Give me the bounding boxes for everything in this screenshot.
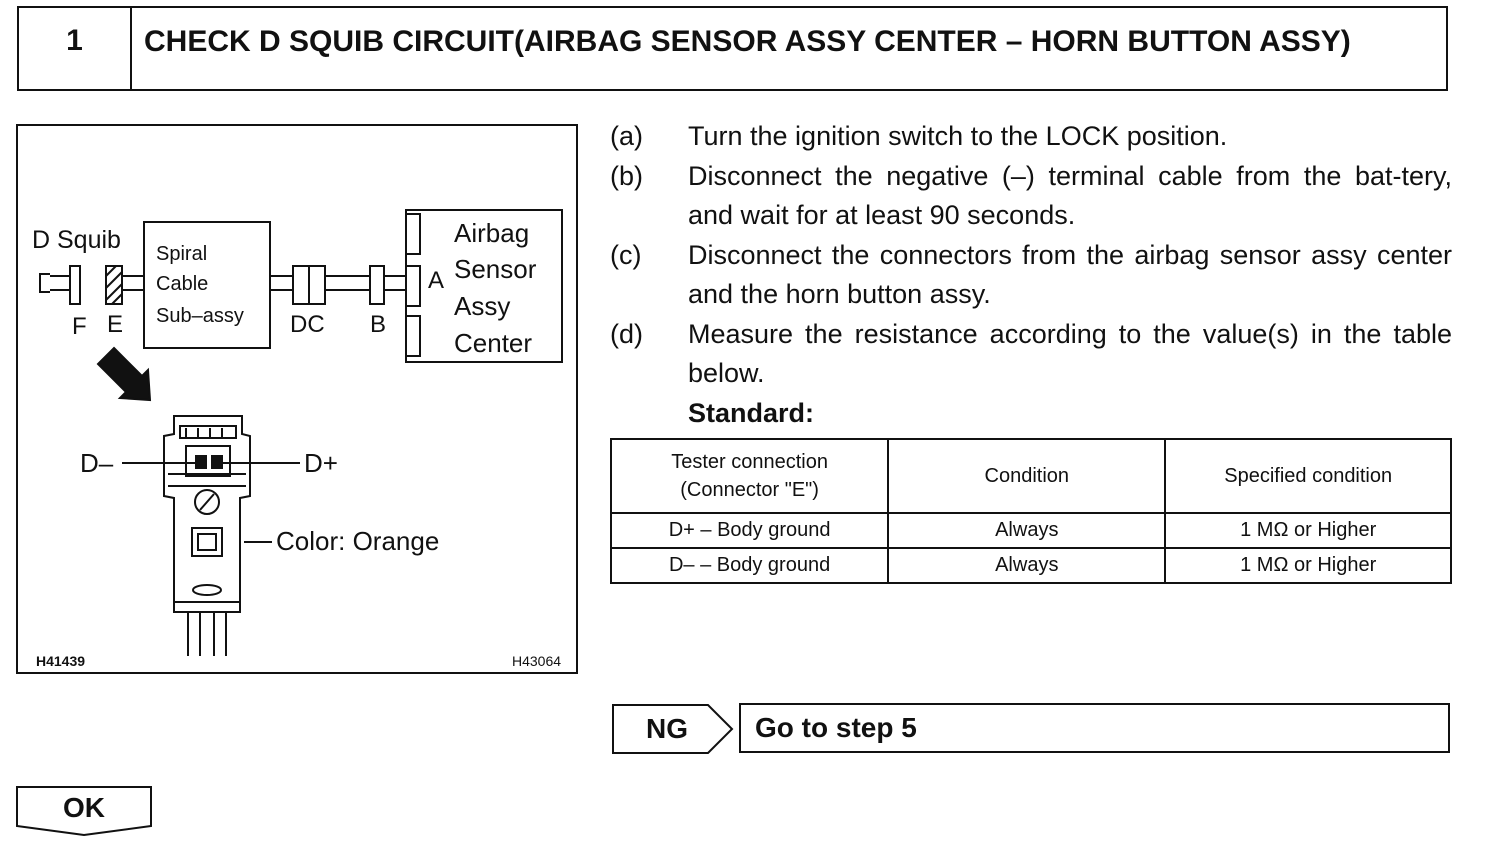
standard-label: Standard: bbox=[688, 397, 815, 428]
step-letter: (b) bbox=[610, 160, 643, 191]
spiral-line-2: Cable bbox=[156, 273, 209, 295]
label-e: E bbox=[107, 311, 124, 338]
connector-closeup bbox=[164, 416, 250, 656]
airbag-line-2: Sensor bbox=[454, 254, 537, 284]
d-squib-plug bbox=[40, 266, 80, 304]
cell-condition: Always bbox=[888, 513, 1165, 548]
arrow-down-right-icon bbox=[98, 348, 150, 400]
airbag-line-1: Airbag bbox=[454, 218, 530, 248]
table-row bbox=[611, 548, 1451, 583]
step-c bbox=[610, 236, 1452, 315]
procedure-steps bbox=[610, 117, 1452, 433]
step-a bbox=[610, 117, 1452, 157]
step-text: Measure the resistance according to the value(s) in the table below. bbox=[688, 318, 1452, 388]
step-text: Disconnect the negative (–) terminal cable from the bat-tery, and wait for at least 90 seconds. bbox=[688, 160, 1452, 230]
airbag-line-3: Assy bbox=[454, 291, 511, 321]
cell-specified: 1 MΩ or Higher bbox=[1165, 513, 1451, 548]
spiral-line-1: Spiral bbox=[156, 243, 208, 265]
resistance-table bbox=[610, 438, 1452, 584]
cell-specified: 1 MΩ or Higher bbox=[1165, 548, 1451, 583]
header-tester-connection: Tester connection (Connector "E") bbox=[611, 439, 888, 513]
table-header-row bbox=[611, 439, 1451, 513]
cell-connection: D+ – Body ground bbox=[611, 513, 888, 548]
ng-action: Go to step 5 bbox=[739, 703, 1450, 753]
step-letter: (d) bbox=[610, 318, 643, 349]
step-text: Turn the ignition switch to the LOCK position. bbox=[688, 121, 1228, 151]
figure-code-right: H43064 bbox=[512, 653, 562, 669]
color-note: Color: Orange bbox=[276, 526, 440, 556]
d-squib-label: D Squib bbox=[32, 226, 121, 254]
connector-e bbox=[106, 266, 144, 304]
label-d-minus: D– bbox=[80, 448, 114, 478]
figure-code-left: H41439 bbox=[36, 653, 86, 669]
connector-dc bbox=[270, 266, 406, 304]
circuit-diagram bbox=[16, 124, 578, 674]
label-d-plus: D+ bbox=[304, 448, 338, 478]
label-dc: DC bbox=[290, 311, 325, 338]
label-a: A bbox=[428, 267, 445, 294]
airbag-line-4: Center bbox=[454, 328, 533, 358]
step-text: Disconnect the connectors from the airbag sensor assy center and the horn button assy. bbox=[688, 239, 1452, 309]
header-specified-condition: Specified condition bbox=[1165, 439, 1451, 513]
spiral-line-3: Sub–assy bbox=[156, 305, 244, 327]
ok-label: OK bbox=[63, 792, 105, 823]
header-condition: Condition bbox=[888, 439, 1165, 513]
step-d bbox=[610, 315, 1452, 394]
cell-connection: D– – Body ground bbox=[611, 548, 888, 583]
cell-condition: Always bbox=[888, 548, 1165, 583]
step-letter: (c) bbox=[610, 239, 642, 270]
step-number: 1 bbox=[19, 8, 132, 89]
step-b bbox=[610, 157, 1452, 236]
step-header bbox=[17, 6, 1448, 91]
step-letter: (a) bbox=[610, 121, 643, 151]
table-row bbox=[611, 513, 1451, 548]
label-b: B bbox=[370, 311, 387, 338]
ng-label: NG bbox=[646, 713, 688, 744]
label-f: F bbox=[72, 313, 87, 340]
step-title: CHECK D SQUIB CIRCUIT(AIRBAG SENSOR ASSY CENTER – HORN BUTTON ASSY) bbox=[144, 25, 1351, 58]
